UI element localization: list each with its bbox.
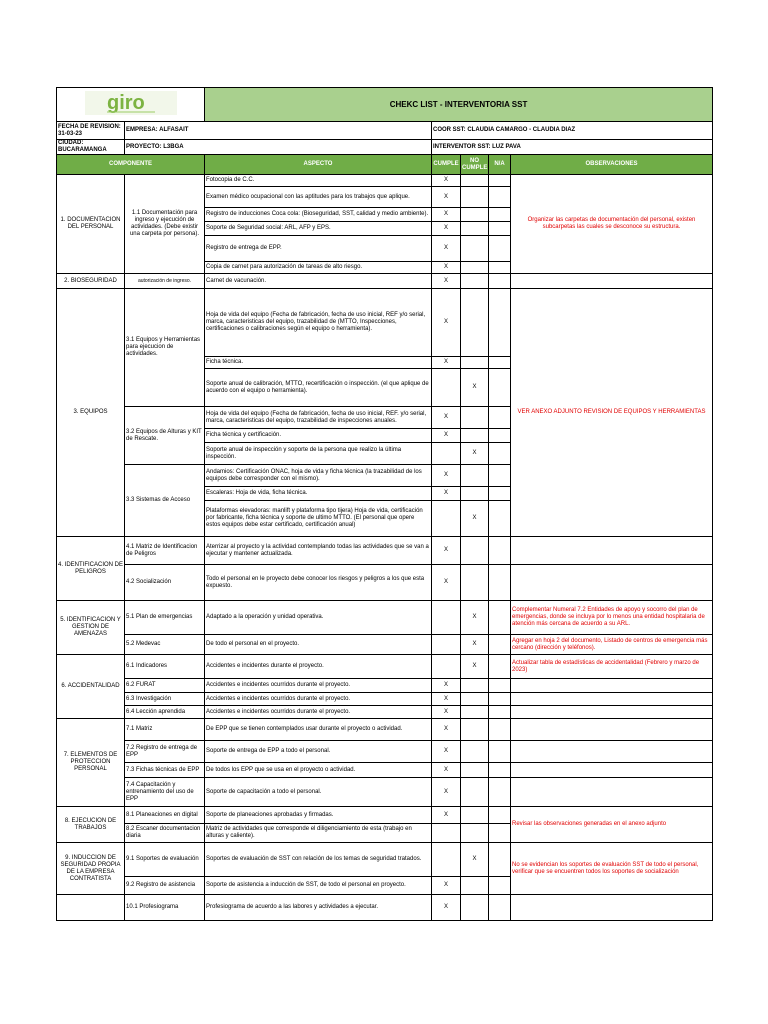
- col-aspecto: ASPECTO: [205, 155, 432, 175]
- table-row: [57, 175, 713, 187]
- aspect-cell: Accidentes e incidentes durante el proyecto.: [205, 655, 432, 679]
- observation-cell: VER ANEXO ADJUNTO REVISION DE EQUIPOS Y HERRAMIENTAS: [511, 289, 713, 537]
- observation-cell: Complementar Numeral 7.2 Entidades de apoyo y socorro del plan de emergencias, donde se incluya por lo menos una entidad hospitalaria de atención más cercana de acuerdo a su ARL.: [511, 601, 713, 635]
- aspect-cell: Hoja de vida del equipo (Fecha de fabricación, fecha de uso inicial, REF. y/o serial, marca, caracteristicas del equipo, trazabilidad de inspecciones anuales.: [205, 407, 432, 429]
- observation-cell: Organizar las carpetas de documentación del personal, existen subcarpetas las cuales se desconoce su estructura.: [511, 175, 713, 274]
- check-mark: X: [432, 357, 461, 369]
- sub-component-cell: 7.3 Fichas técnicas de EPP: [125, 763, 205, 778]
- aspect-cell: Carnet de vacunación.: [205, 274, 432, 289]
- col-componente: COMPONENTE: [57, 155, 205, 175]
- aspect-cell: De EPP que se tienen contemplados usar durante el proyecto o actividad.: [205, 719, 432, 741]
- aspect-cell: Copia de carnet para autorización de tareas de alto riesgo.: [205, 262, 432, 274]
- aspect-cell: Aterrizar al proyecto y la actividad contemplando todas las actividades que se van a ejecutar y mantener actualizada.: [205, 537, 432, 565]
- sub-component-cell: 7.2 Registro de entrega de EPP: [125, 741, 205, 763]
- sub-component-cell: 4.1 Matriz de Identificacion de Peligros: [125, 537, 205, 565]
- aspect-cell: De todo el personal en el proyecto.: [205, 635, 432, 655]
- check-mark: X: [432, 262, 461, 274]
- sub-component-cell: 10.1 Profesiograma: [125, 895, 205, 921]
- check-mark: X: [432, 537, 461, 565]
- component-cell: 9. INDUCCION DE SEGURIDAD PROPIA DE LA EMPRESA CONTRATISTA: [57, 843, 125, 895]
- aspect-cell: De todos los EPP que se usa en el proyecto o actividad.: [205, 763, 432, 778]
- check-mark: X: [432, 222, 461, 236]
- component-cell: 5. IDENTIFICACION Y GESTION DE AMENAZAS: [57, 601, 125, 655]
- check-mark: X: [432, 187, 461, 208]
- check-mark: X: [432, 778, 461, 807]
- sub-component-cell: 7.4 Capacitación y entrenamiento del uso de EPP: [125, 778, 205, 807]
- aspect-cell: Ficha técnica.: [205, 357, 432, 369]
- aspect-cell: Registro de inducciones Coca cola: (Bioseguridad, SST, calidad y medio ambiente).: [205, 208, 432, 222]
- col-observaciones: OBSERVACIONES: [511, 155, 713, 175]
- no-cumple-mark: X: [461, 635, 489, 655]
- check-mark: X: [432, 706, 461, 719]
- check-mark: X: [432, 465, 461, 487]
- col-cumple: CUMPLE: [432, 155, 461, 175]
- component-cell: 8. EJECUCION DE TRABAJOS: [57, 807, 125, 843]
- component-cell: [57, 895, 125, 921]
- check-mark: X: [432, 565, 461, 601]
- sub-component-cell: 8.1 Planeaciones en digital: [125, 807, 205, 824]
- aspect-cell: Matriz de actividades que corresponde el diligenciamiento de esta (trabajo en alturas y caliente).: [205, 824, 432, 843]
- sub-component-cell: 6.1 Indicadores: [125, 655, 205, 679]
- no-cumple-mark: X: [461, 655, 489, 679]
- aspect-cell: Registro de entrega de EPP.: [205, 236, 432, 262]
- sub-component-cell: 9.2 Registro de asistencia: [125, 877, 205, 895]
- no-cumple-mark: X: [461, 843, 489, 877]
- col-no-cumple: NO CUMPLE: [461, 155, 489, 175]
- component-cell: 2. BIOSEGURIDAD: [57, 274, 125, 289]
- company-logo: [85, 91, 177, 115]
- aspect-cell: Soportes de evaluación de SST con relación de los temas de seguridad tratados.: [205, 843, 432, 877]
- interventor: INTERVENTOR SST: LUZ PAVA: [432, 140, 713, 155]
- sub-component-cell: 8.2 Escaner documentacion diaria: [125, 824, 205, 843]
- sub-component-cell: 5.1 Plan de emergencias: [125, 601, 205, 635]
- checklist-table: [56, 87, 713, 921]
- project: PROYECTO: L3BGA: [125, 140, 432, 155]
- sub-component-cell: autorización de ingreso.: [125, 274, 205, 289]
- aspect-cell: Andamios: Certificación ONAC, hoja de vida y ficha técnica (la trazabilidad de los equipos debe corresponder con el mismo).: [205, 465, 432, 487]
- check-mark: X: [432, 693, 461, 706]
- check-mark: X: [432, 175, 461, 187]
- check-mark: X: [432, 487, 461, 501]
- check-mark: X: [432, 763, 461, 778]
- component-cell: 1. DOCUMENTACION DEL PERSONAL: [57, 175, 125, 274]
- aspect-cell: Escaleras: Hoja de vida, ficha técnica.: [205, 487, 432, 501]
- sub-component-cell: 3.3 Sistemas de Acceso: [125, 465, 205, 537]
- sub-component-cell: 6.3 Investigación: [125, 693, 205, 706]
- review-date: FECHA DE REVISION: 31-03-23: [57, 122, 125, 140]
- logo-cell: [57, 88, 205, 122]
- aspect-cell: Soporte de capacitación a todo el personal.: [205, 778, 432, 807]
- sub-component-cell: 3.2 Equipos de Alturas y KIT de Rescate.: [125, 407, 205, 465]
- aspect-cell: Hoja de vida del equipo (Fecha de fabricación, fecha de uso inicial, REF y/o serial, marca, caracteristicas del equipo, trazabilidad de (MTTO, Inspecciones, certificaciones o calibraciones según el equipo o herramienta).: [205, 289, 432, 357]
- aspect-cell: Soporte anual de inspección y soporte de la persona que realizo la última inspección.: [205, 443, 432, 465]
- sub-component-cell: 6.2 FURAT: [125, 679, 205, 693]
- sub-component-cell: 6.4 Lección aprendida: [125, 706, 205, 719]
- observation-cell: No se evidencian los soportes de evaluación SST de todo el personal, verificar que se encuentren todos los soportes de socialización: [511, 843, 713, 895]
- no-cumple-mark: X: [461, 501, 489, 537]
- aspect-cell: Soporte de entrega de EPP a todo el personal.: [205, 741, 432, 763]
- svg-text:giro: giro: [106, 92, 145, 114]
- aspect-cell: Accidentes e incidentes ocurridos durante el proyecto.: [205, 693, 432, 706]
- aspect-cell: Soporte anual de calibración, MTTO, recertificación o inspección. (el que aplique de acuerdo con el equipo o herramienta).: [205, 369, 432, 407]
- check-mark: X: [432, 895, 461, 921]
- no-cumple-mark: X: [461, 601, 489, 635]
- aspect-cell: Ficha técnica y certificación.: [205, 429, 432, 443]
- aspect-cell: Accidentes e incidentes ocurridos durante el proyecto.: [205, 679, 432, 693]
- check-mark: X: [432, 679, 461, 693]
- aspect-cell: Soporte de planeaciones aprobadas y firmadas.: [205, 807, 432, 824]
- no-cumple-mark: X: [461, 443, 489, 465]
- observation-cell: Revisar las observaciones generadas en el anexo adjunto: [511, 807, 713, 843]
- document-title: CHEKC LIST - INTERVENTORIA SST: [205, 88, 713, 122]
- aspect-cell: Fotocopia de C.C.: [205, 175, 432, 187]
- aspect-cell: Soporte de asistencia a inducción de SST, de todo el personal en proyecto.: [205, 877, 432, 895]
- check-mark: X: [432, 208, 461, 222]
- aspect-cell: Profesiograma de acuerdo a las labores y actividades a ejecutar.: [205, 895, 432, 921]
- check-mark: X: [432, 274, 461, 289]
- no-cumple-mark: X: [461, 369, 489, 407]
- aspect-cell: Plataformas elevadoras: manlift y plataforma tipo tijera) Hoja de vida, certificación por fabricante, ficha técnica y soporte de ultimo MTTO. (El personal que opere estos equipos debe estar certificado, certificación anual): [205, 501, 432, 537]
- component-cell: 7. ELEMENTOS DE PROTECCION PERSONAL: [57, 719, 125, 807]
- check-mark: X: [432, 289, 461, 357]
- component-cell: 6. ACCIDENTALIDAD: [57, 655, 125, 719]
- coordinator: COOR SST: CLAUDIA CAMARGO - CLAUDIA DIAZ: [432, 122, 713, 140]
- sub-component-cell: 1.1 Documentación para ingreso y ejecución de actividades. (Debe existir una carpeta por persona).: [125, 175, 205, 274]
- sub-component-cell: 3.1 Equipos y Herramientas para ejecucion de actividades.: [125, 289, 205, 407]
- sub-component-cell: 9.1 Soportes de evaluación: [125, 843, 205, 877]
- empresa: EMPRESA: ALFASAIT: [125, 122, 432, 140]
- aspect-cell: Accidentes e incidentes ocurridos durante el proyecto.: [205, 706, 432, 719]
- check-mark: X: [432, 877, 461, 895]
- check-mark: X: [432, 236, 461, 262]
- aspect-cell: Soporte de Seguridad social: ARL, AFP y EPS.: [205, 222, 432, 236]
- aspect-cell: Examen médico ocupacional con las aptitudes para los trabajos que aplique.: [205, 187, 432, 208]
- sub-component-cell: 7.1 Matriz: [125, 719, 205, 741]
- check-mark: X: [432, 429, 461, 443]
- city: CIUDAD: BUCARAMANGA: [57, 140, 125, 155]
- observation-cell: Agregar en hoja 2 del documento, Listado de centros de emergencia más cercano (dirección y teléfonos).: [511, 635, 713, 655]
- aspect-cell: Adaptado a la operación y unidad operativa.: [205, 601, 432, 635]
- observation-cell: Actualizar tabla de estadísticas de accidentalidad (Febrero y marzo de 2023): [511, 655, 713, 679]
- sub-component-cell: 5.2 Medevac: [125, 635, 205, 655]
- component-cell: 4. IDENTIFICACION DE PELIGROS: [57, 537, 125, 601]
- check-mark: X: [432, 741, 461, 763]
- col-na: N/A: [489, 155, 511, 175]
- check-mark: X: [432, 719, 461, 741]
- sub-component-cell: 4.2 Socialización: [125, 565, 205, 601]
- component-cell: 3. EQUIPOS: [57, 289, 125, 537]
- check-mark: X: [432, 807, 461, 824]
- aspect-cell: Todo el personal en le proyecto debe conocer los riesgos y peligros a los que esta expuesto.: [205, 565, 432, 601]
- check-mark: X: [432, 407, 461, 429]
